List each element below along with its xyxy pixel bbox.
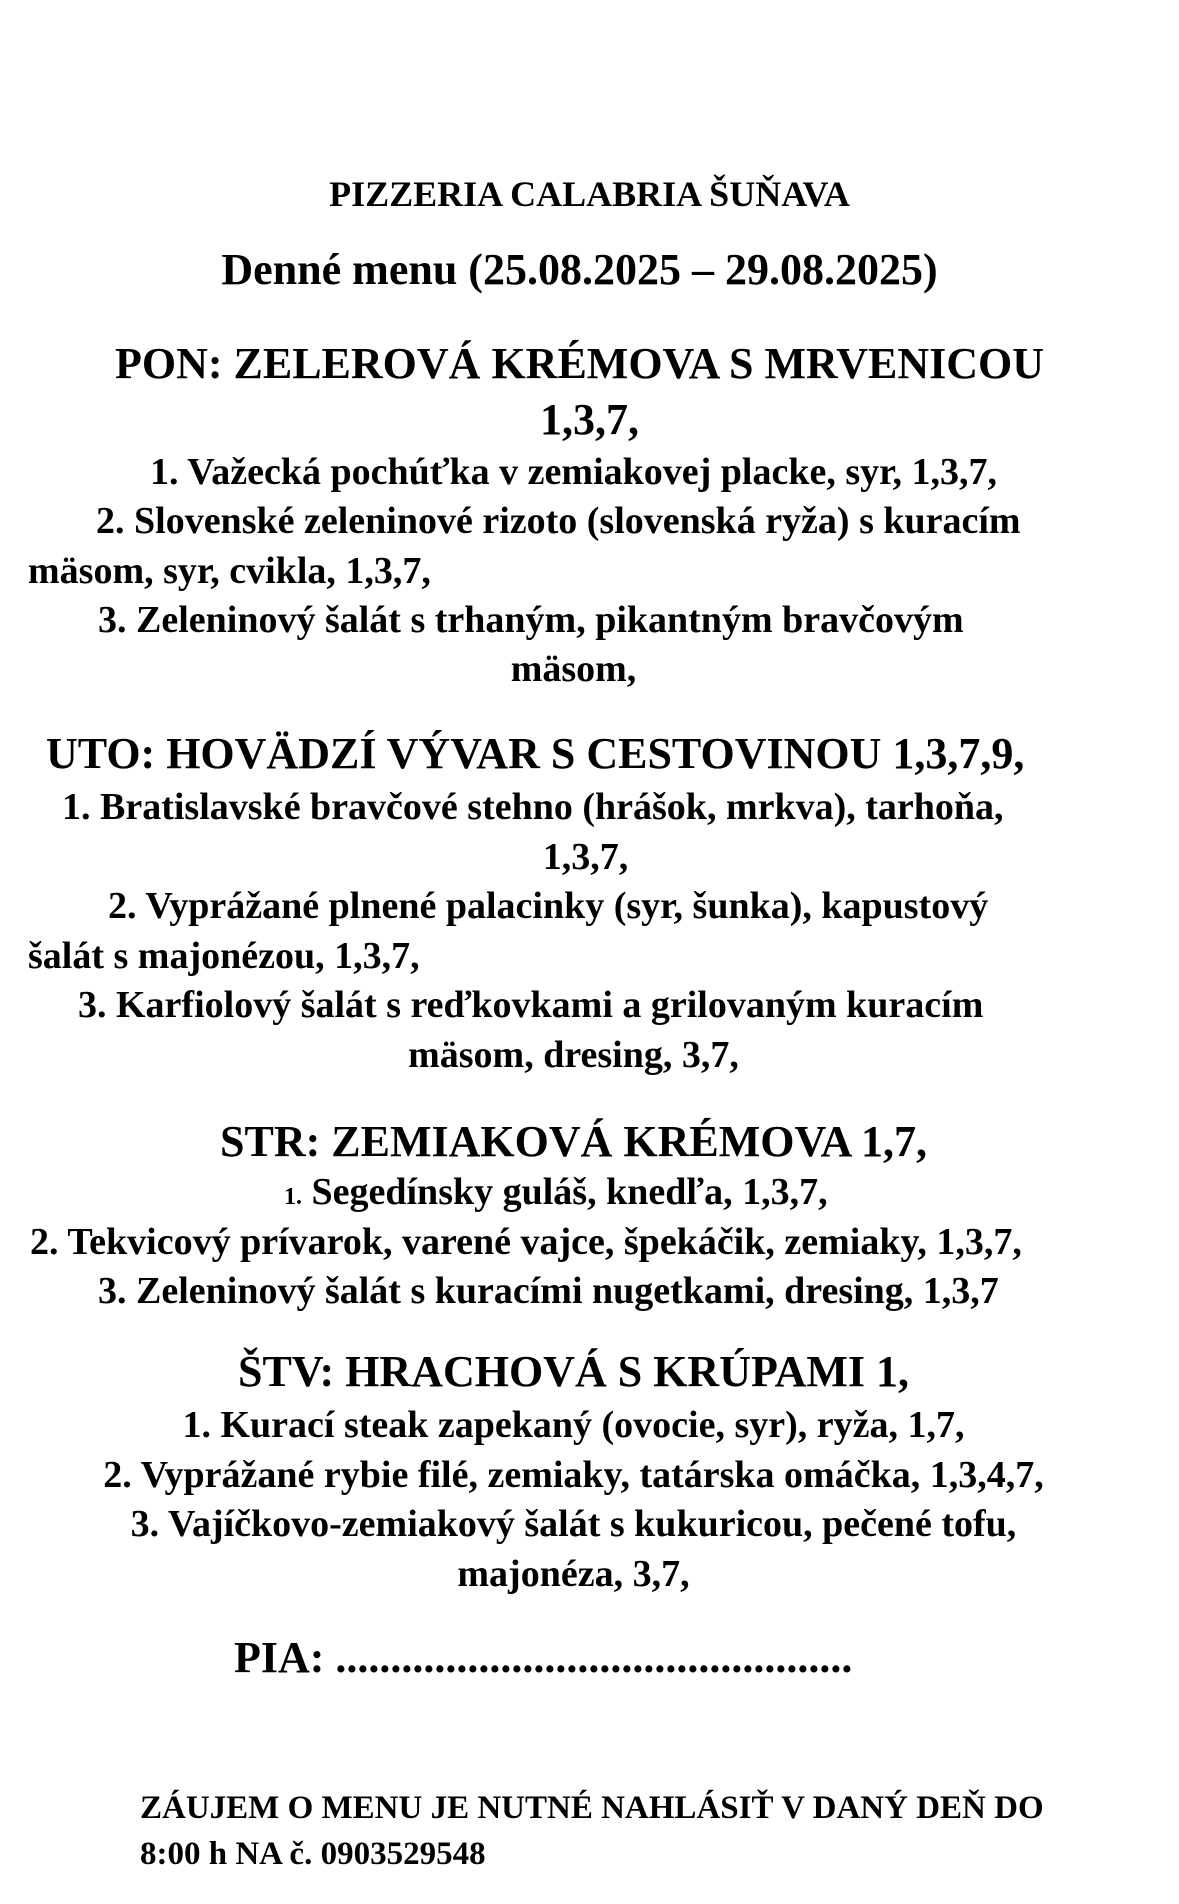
day-heading-mon: PON: ZELEROVÁ KRÉMOVA S MRVENICOU <box>114 339 1045 388</box>
menu-item: 1. Važecká pochúťka v zemiakovej placke, syr, 1,3,7, <box>149 451 998 493</box>
menu-item-cont: 1,3,7, <box>542 836 629 878</box>
menu-item-cont: majonéza, 3,7, <box>457 1553 690 1595</box>
menu-item-cont: mäsom, syr, cvikla, 1,3,7, <box>28 550 431 592</box>
menu-item: 3. Zeleninový šalát s trhaným, pikantným bravčovým <box>98 599 964 641</box>
menu-item-cont: mäsom, dresing, 3,7, <box>408 1034 739 1076</box>
menu-item: 1. Bratislavské bravčové stehno (hrášok, mrkva), tarhoňa, <box>62 786 1004 828</box>
day-heading-thu: ŠTV: HRACHOVÁ S KRÚPAMI 1, <box>237 1347 910 1396</box>
menu-item-cont: mäsom, <box>510 648 637 690</box>
menu-item <box>284 1173 828 1211</box>
menu-item: 3. Zeleninový šalát s kuracími nugetkami, dresing, 1,3,7 <box>98 1270 999 1312</box>
footer-contact: 8:00 h NA č. 0903529548 <box>140 1836 486 1872</box>
menu-item-text: Segedínsky guláš, knedľa, 1,3,7, <box>311 1171 828 1213</box>
day-heading-fri: PIA: ............................................... <box>234 1633 853 1682</box>
menu-item-cont: šalát s majonézou, 1,3,7, <box>28 935 420 977</box>
menu-item-number: 1. <box>284 1184 302 1210</box>
restaurant-name: PIZZERIA CALABRIA ŠUŇAVA <box>329 174 850 214</box>
footer-notice: ZÁUJEM O MENU JE NUTNÉ NAHLÁSIŤ V DANÝ DEŇ DO <box>140 1790 1044 1826</box>
day-heading-wed: STR: ZEMIAKOVÁ KRÉMOVA 1,7, <box>220 1117 927 1166</box>
menu-item: 3. Vajíčkovo-zemiakový šalát s kukuricou, pečené tofu, <box>130 1503 1017 1545</box>
menu-item: 1. Kurací steak zapekaný (ovocie, syr), ryža, 1,7, <box>182 1404 965 1446</box>
menu-item: 2. Vyprážané plnené palacinky (syr, šunka), kapustový <box>108 885 989 927</box>
menu-item: 2. Vyprážané rybie filé, zemiaky, tatárska omáčka, 1,3,4,7, <box>103 1454 1044 1496</box>
menu-item: 3. Karfiolový šalát s reďkovkami a grilovaným kuracím <box>78 984 984 1026</box>
day-heading-mon-cont: 1,3,7, <box>540 395 639 444</box>
menu-item: 2. Slovenské zeleninové rizoto (slovenská ryža) s kuracím <box>96 500 1021 542</box>
day-heading-tue: UTO: HOVÄDZÍ VÝVAR S CESTOVINOU 1,3,7,9, <box>46 729 1025 778</box>
menu-item: 2. Tekvicový prívarok, varené vajce, špekáčik, zemiaky, 1,3,7, <box>30 1221 1022 1263</box>
menu-title: Denné menu (25.08.2025 – 29.08.2025) <box>221 245 938 294</box>
